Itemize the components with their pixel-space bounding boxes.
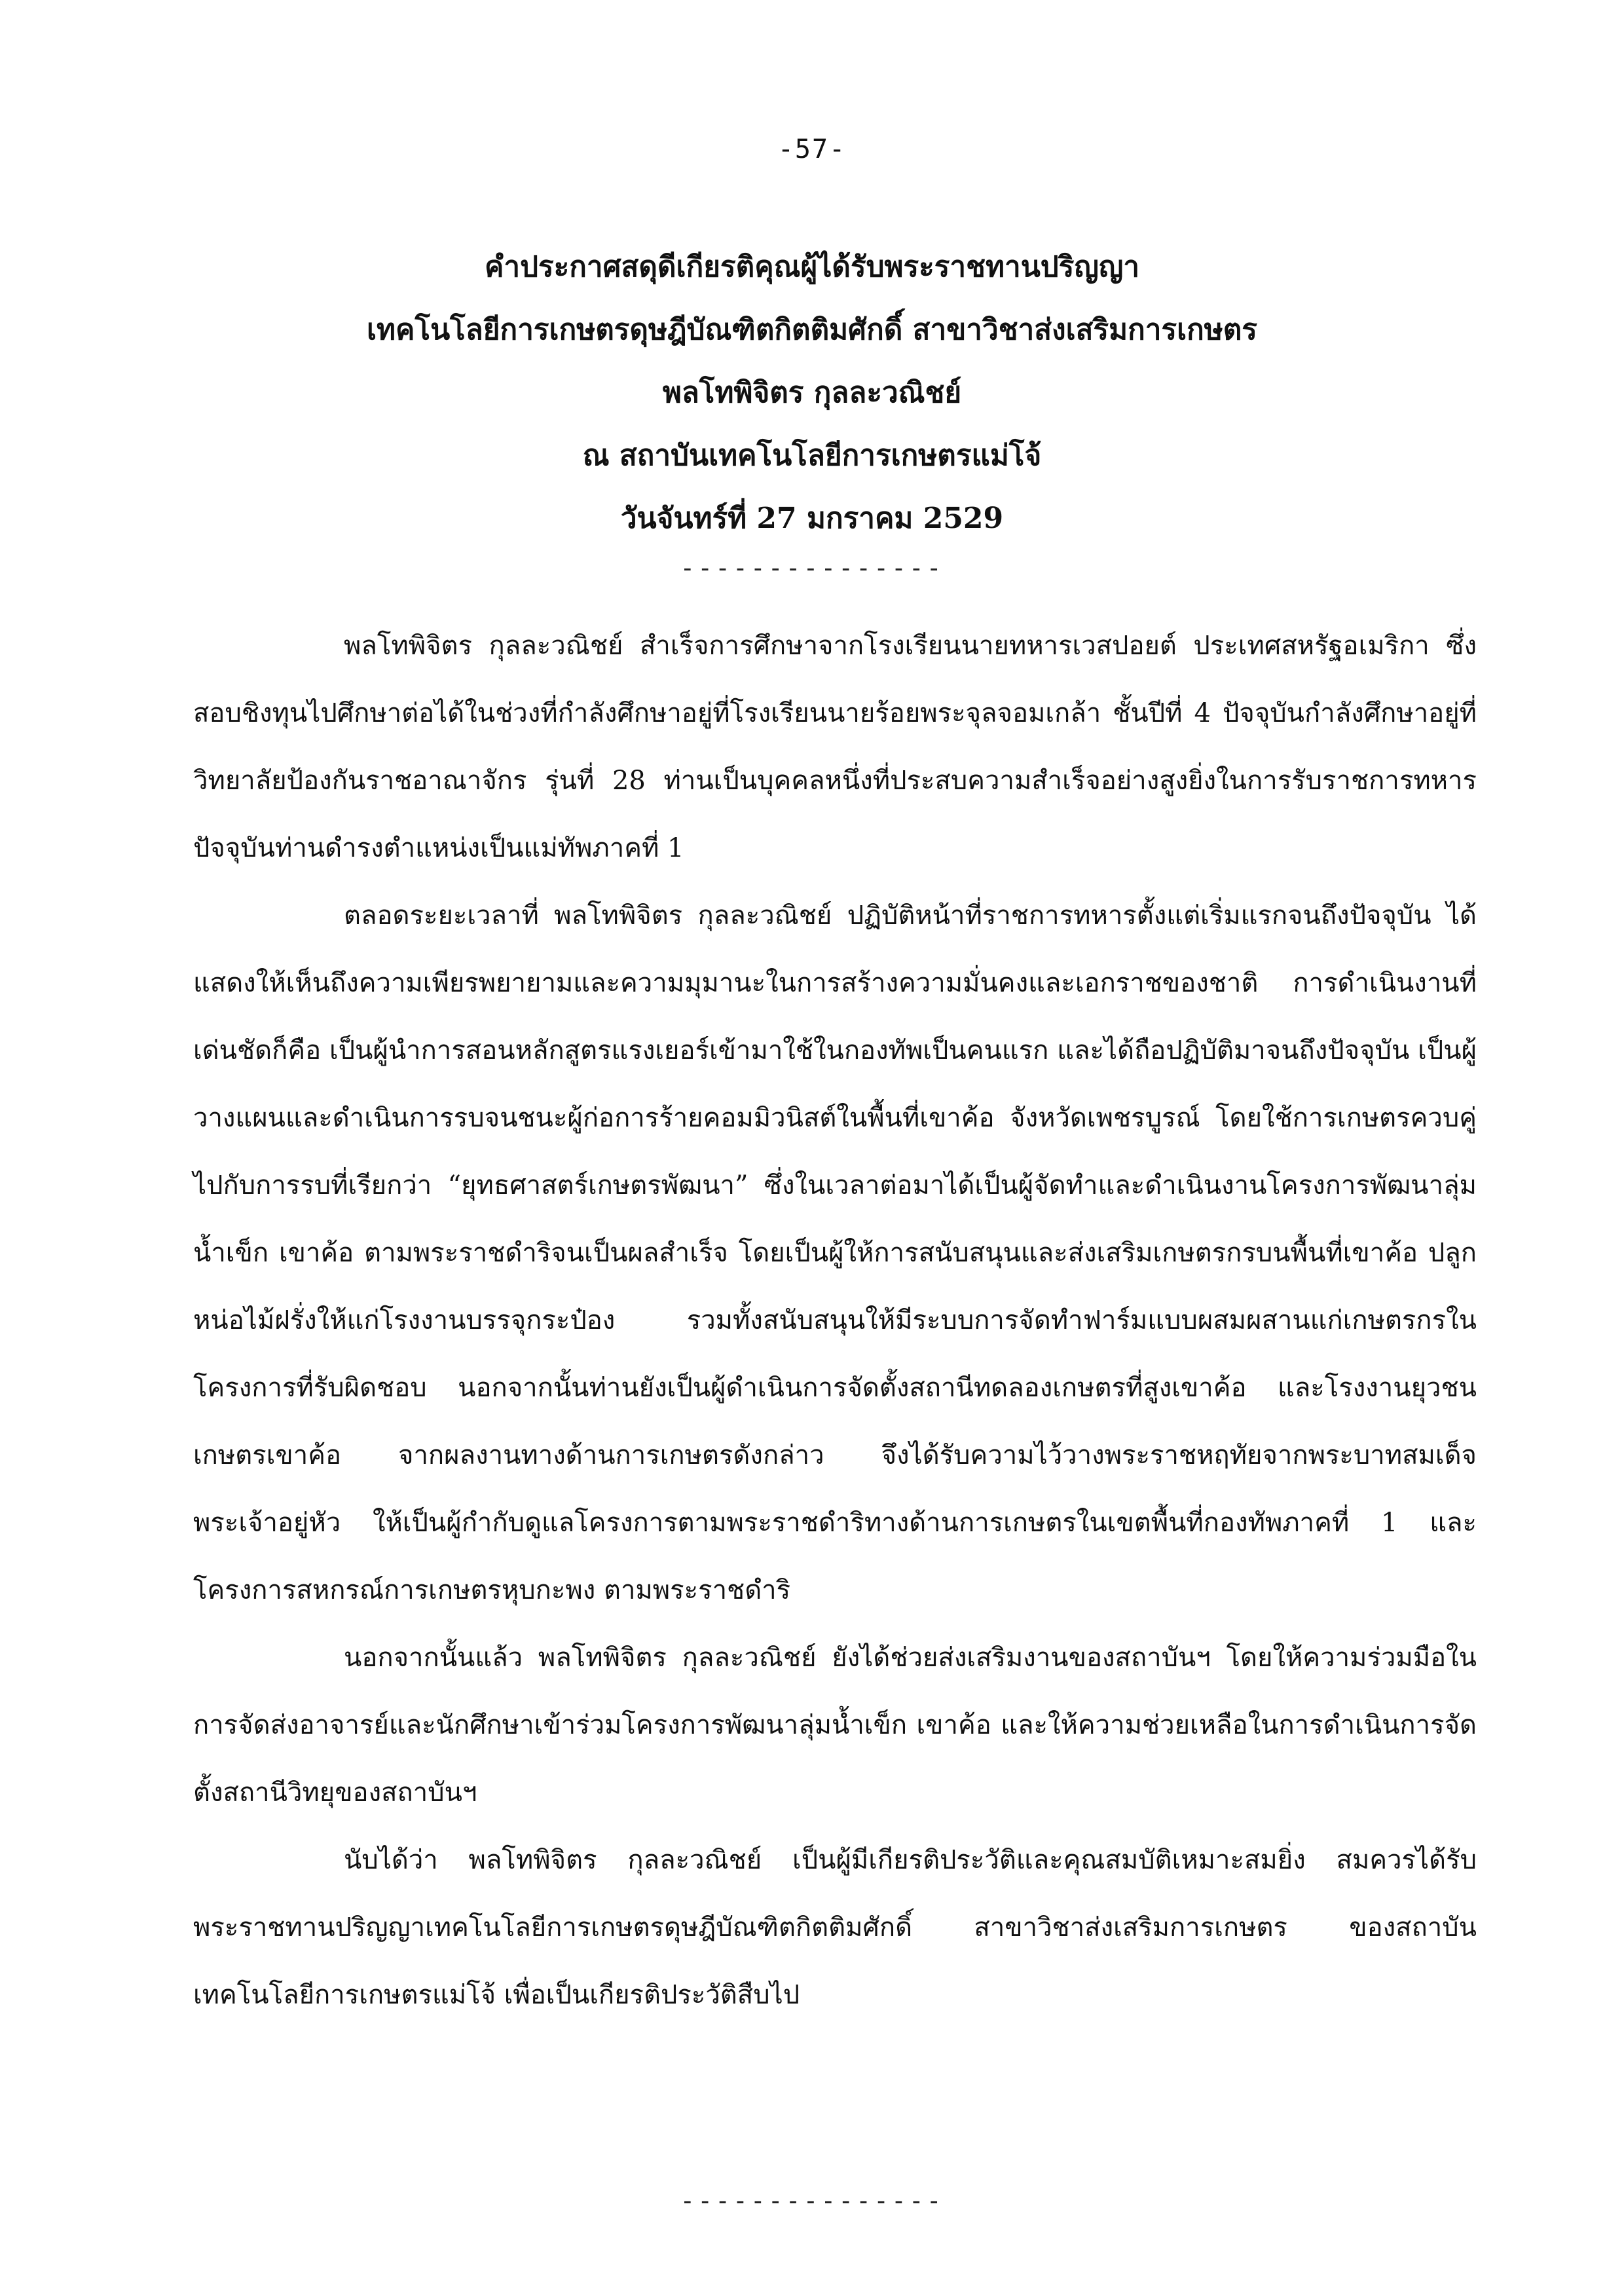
paragraph-conclusion: นับได้ว่า พลโทพิจิตร กุลละวณิชย์ เป็นผู้มีเกียรติประวัติและคุณสมบัติเหมาะสมยิ่ง สมควรได้รับพระราชทานปริญญาเทคโนโลยีการเกษตรดุษฎีบัณฑิตกิตติมศักดิ์ สาขาวิชาส่งเสริมการเกษตร ของสถาบันเทคโนโลยีการเกษตรแม่โจ้ เพื่อเป็นเกียรติประวัติสืบไป (193, 1845, 1477, 2010)
title-line-honoree: พลโทพิจิตร กุลละวณิชย์ (662, 376, 962, 409)
body-text (193, 612, 1477, 2029)
end-divider: --------------- (680, 2186, 944, 2215)
title-divider: --------------- (680, 553, 944, 582)
title-line-proclamation: คำประกาศสดุดีเกียรติคุณผู้ได้รับพระราชทานปริญญา (484, 250, 1140, 284)
page-number: -57- (777, 134, 847, 164)
paragraph-education: พลโทพิจิตร กุลละวณิชย์ สำเร็จการศึกษาจากโรงเรียนนายทหารเวสปอยต์ ประเทศสหรัฐอเมริกา ซึ่งสอบชิงทุนไปศึกษาต่อได้ในช่วงที่กำลังศึกษาอยู่ที่โรงเรียนนายร้อยพระจุลจอมเกล้า ชั้นปีที่ 4 ปัจจุบันกำลังศึกษาอยู่ที่วิทยาลัยป้องกันราชอาณาจักร รุ่นที่ 28 ท่านเป็นบุคคลหนึ่งที่ประสบความสำเร็จอย่างสูงยิ่งในการรับราชการทหาร ปัจจุบันท่านดำรงตำแหน่งเป็นแม่ทัพภาคที่ 1 (193, 631, 1477, 863)
title-block (157, 236, 1467, 584)
paragraph-career: ตลอดระยะเวลาที่ พลโทพิจิตร กุลละวณิชย์ ปฏิบัติหน้าที่ราชการทหารตั้งแต่เริ่มแรกจนถึงปัจจุบัน ได้แสดงให้เห็นถึงความเพียรพยายามและความมุมานะในการสร้างความมั่นคงและเอกราชของชาติ การดำเนินงานที่เด่นชัดก็คือ เป็นผู้นำการสอนหลักสูตรแรงเยอร์เข้ามาใช้ในกองทัพเป็นคนแรก และได้ถือปฏิบัติมาจนถึงปัจจุบัน เป็นผู้วางแผนและดำเนินการรบจนชนะผู้ก่อการร้ายคอมมิวนิสต์ในพื้นที่เขาค้อ จังหวัดเพชรบูรณ์ โดยใช้การเกษตรควบคู่ไปกับการรบที่เรียกว่า “ยุทธศาสตร์เกษตรพัฒนา” ซึ่งในเวลาต่อมาได้เป็นผู้จัดทำและดำเนินงานโครงการพัฒนาลุ่มน้ำเข็ก เขาค้อ ตามพระราชดำริจนเป็นผลสำเร็จ โดยเป็นผู้ให้การสนับสนุนและส่งเสริมเกษตรกรบนพื้นที่เขาค้อ ปลูกหน่อไม้ฝรั่งให้แก่โรงงานบรรจุกระป๋อง รวมทั้งสนับสนุนให้มีระบบการจัดทำฟาร์มแบบผสมผสานแก่เกษตรกรในโครงการที่รับผิดชอบ นอกจากนั้นท่านยังเป็นผู้ดำเนินการจัดตั้งสถานีทดลองเกษตรที่สูงเขาค้อ และโรงงานยุวชนเกษตรเขาค้อ จากผลงานทางด้านการเกษตรดังกล่าว จึงได้รับความไว้วางพระราชหฤทัยจากพระบาทสมเด็จพระเจ้าอยู่หัว ให้เป็นผู้กำกับดูแลโครงการตามพระราชดำริทางด้านการเกษตรในเขตพื้นที่กองทัพภาคที่ 1 และโครงการสหกรณ์การเกษตรหุบกะพง ตามพระราชดำริ (193, 901, 1477, 1605)
title-line-degree: เทคโนโลยีการเกษตรดุษฎีบัณฑิตกิตติมศักดิ์ สาขาวิชาส่งเสริมการเกษตร (366, 313, 1258, 346)
title-line-date: วันจันทร์ที่ 27 มกราคม 2529 (620, 502, 1004, 535)
title-line-institution: ณ สถาบันเทคโนโลยีการเกษตรแม่โจ้ (582, 439, 1042, 472)
paragraph-support: นอกจากนั้นแล้ว พลโทพิจิตร กุลละวณิชย์ ยังได้ช่วยส่งเสริมงานของสถาบันฯ โดยให้ความร่วมมือในการจัดส่งอาจารย์และนักศึกษาเข้าร่วมโครงการพัฒนาลุ่มน้ำเข็ก เขาค้อ และให้ความช่วยเหลือในการดำเนินการจัดตั้งสถานีวิทยุของสถาบันฯ (193, 1643, 1477, 1808)
